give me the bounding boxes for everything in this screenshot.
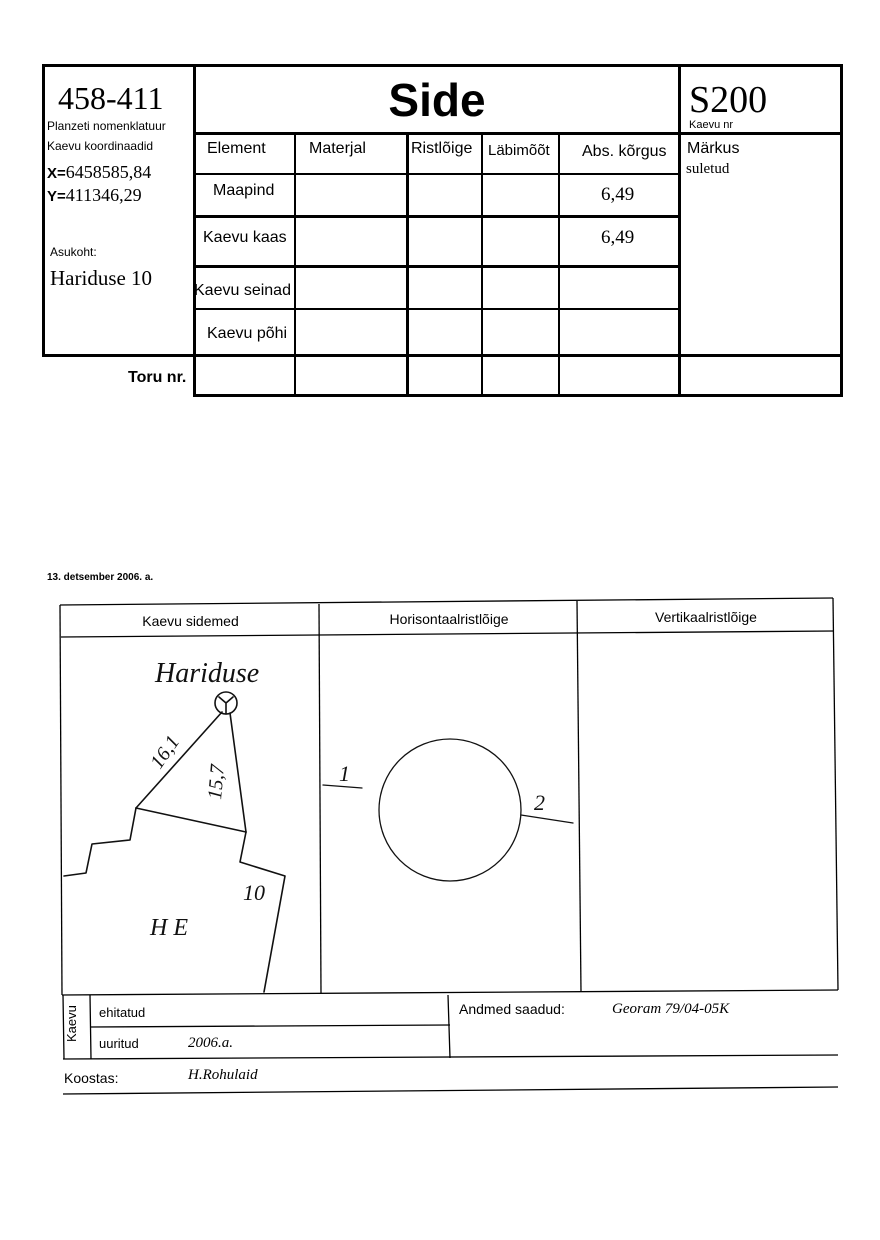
pipe-number-note: 1 — [339, 761, 350, 786]
x-value: 6458585,84 — [65, 162, 152, 182]
surveyed-value: 2006.a. — [188, 1035, 233, 1051]
source-label: Andmed saadud: — [459, 1001, 565, 1017]
location-label: Asukoht: — [50, 245, 97, 259]
row-abs-height: 6,49 — [601, 184, 635, 205]
y-value: 411346,29 — [65, 185, 142, 205]
distance-note: 15,7 — [204, 763, 230, 801]
pipe-number-note: 2 — [534, 790, 545, 815]
panel-header-vertical: Vertikaalristlõige — [655, 609, 757, 625]
well-label: Kaevu — [64, 1005, 79, 1042]
source-value: Georam 79/04-05K — [612, 1001, 730, 1017]
row-element: Kaevu kaas — [203, 229, 287, 246]
header-diameter: Läbimõõt — [488, 142, 550, 159]
row-element: Kaevu põhi — [207, 325, 288, 342]
well-circle — [379, 739, 521, 881]
remarks-value: suletud — [686, 161, 730, 177]
header-abs-height: Abs. kõrgus — [582, 143, 667, 160]
row-element: Kaevu seinad — [194, 282, 291, 299]
coordinates-label: Kaevu koordinaadid — [47, 139, 154, 153]
compiled-by-label: Koostas: — [64, 1070, 119, 1086]
y-label: Y= — [47, 188, 66, 205]
pipe-number-label: Toru nr. — [128, 369, 187, 386]
header-element: Element — [207, 140, 266, 157]
row-element: Maapind — [213, 182, 275, 199]
row-abs-height: 6,49 — [601, 227, 635, 248]
distance-note: 16,1 — [146, 731, 185, 773]
nomenclature-label: Planzeti nomenklatuur — [47, 119, 166, 133]
page-title: Side — [388, 74, 486, 126]
header-material: Materjal — [309, 140, 366, 157]
panel-header-horizontal: Horisontaalristlõige — [389, 611, 509, 627]
x-label: X= — [47, 165, 66, 182]
remarks-label: Märkus — [687, 140, 740, 157]
location-value: Hariduse 10 — [50, 266, 153, 290]
built-label: ehitatud — [99, 1005, 146, 1020]
well-number-label: Kaevu nr — [689, 119, 734, 131]
header-cross-section: Ristlõige — [411, 140, 473, 157]
house-letters-note: H E — [150, 915, 188, 941]
panel-header-connections: Kaevu sidemed — [142, 613, 239, 629]
street-name-note: Hariduse — [155, 658, 260, 689]
surveyed-label: uuritud — [99, 1036, 139, 1051]
compiled-by-value: H.Rohulaid — [188, 1067, 258, 1083]
pipe-line — [521, 815, 573, 823]
date-label: 13. detsember 2006. a. — [47, 572, 154, 583]
nomenclature-number: 458-411 — [58, 80, 164, 116]
house-number-note: 10 — [243, 880, 265, 905]
well-number: S200 — [689, 79, 768, 121]
